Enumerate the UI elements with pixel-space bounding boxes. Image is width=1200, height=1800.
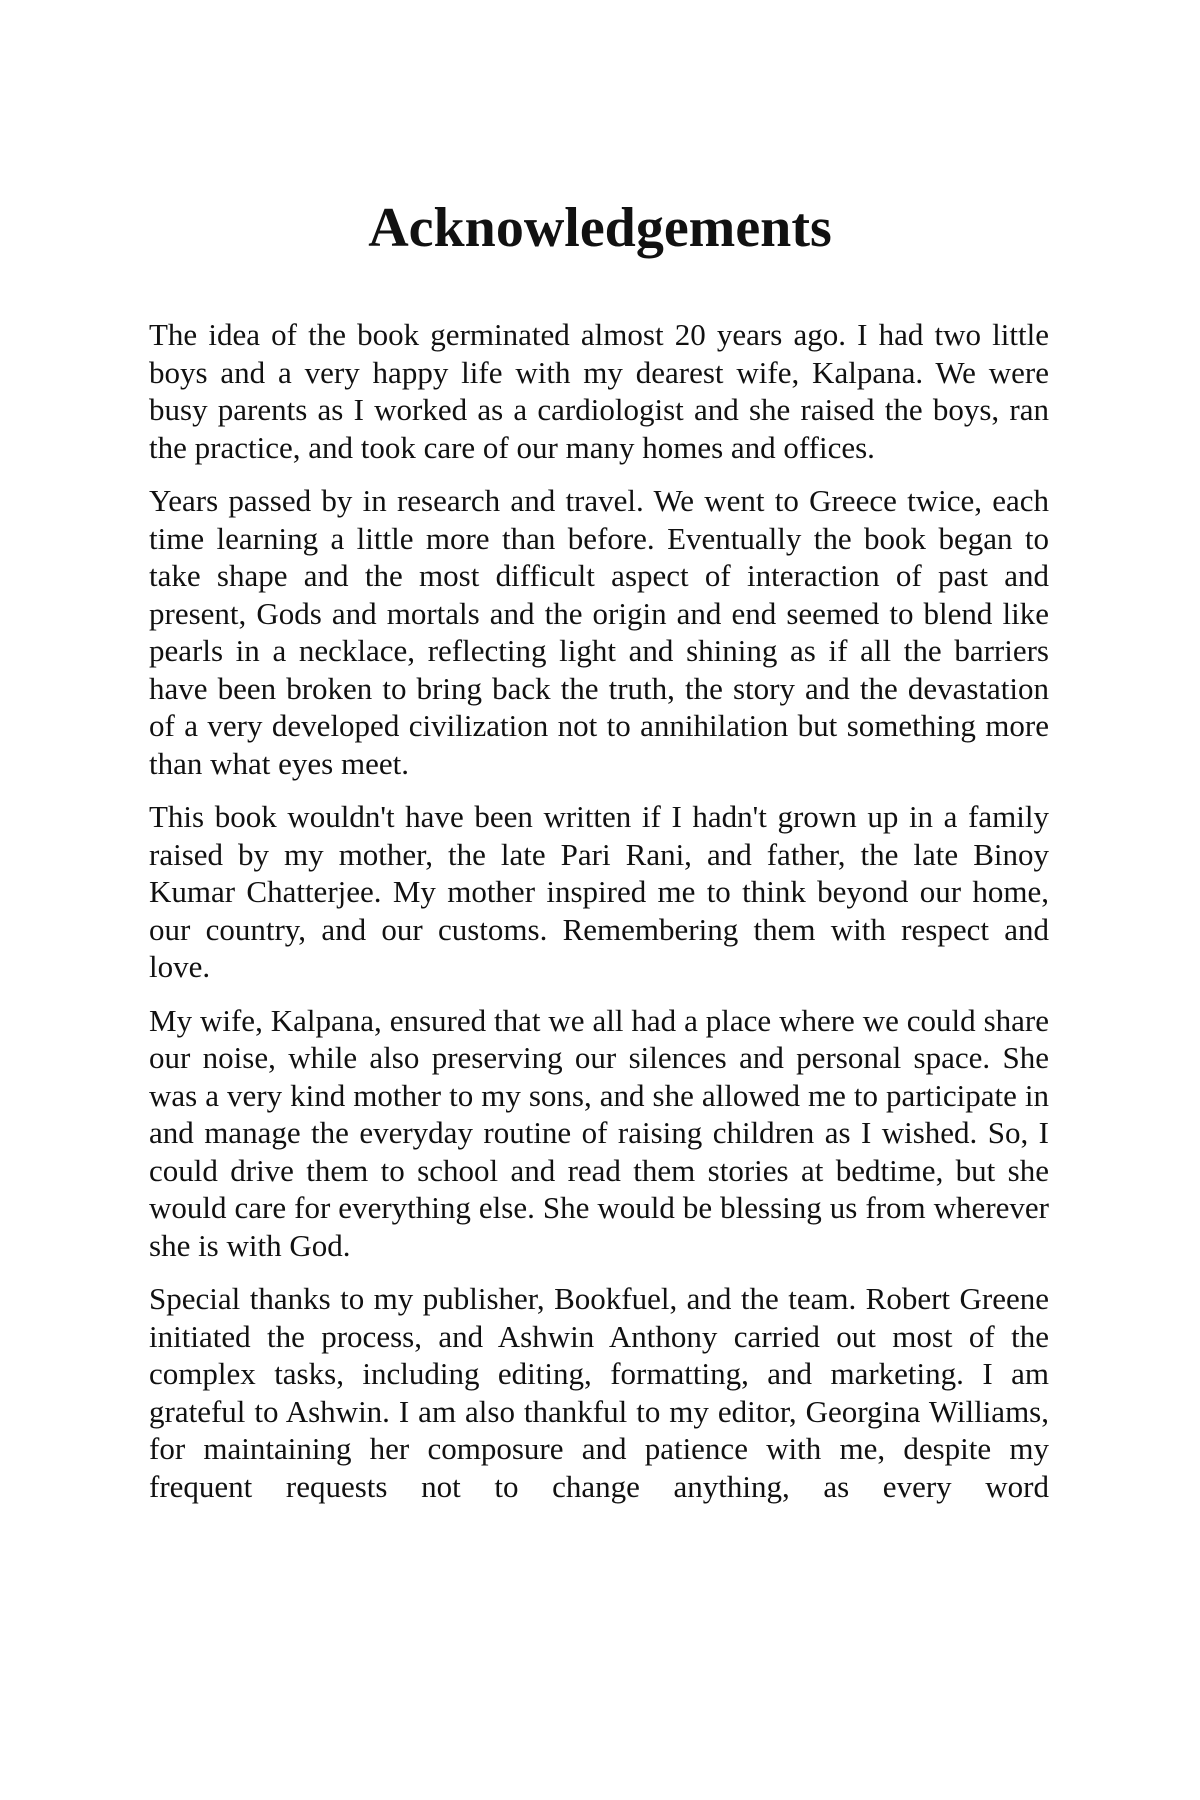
page-title: Acknowledgements — [368, 197, 832, 259]
paragraph-2: Years passed by in research and travel. We went to Greece twice, each time learning a little more than before. Eventually the book began to take shape and the most difficult aspect of interaction of past and present, Gods and mortals and the origin and end seemed to blend like pearls in a necklace, reflecting light and shining as if all the barriers have been broken to bring back the truth, the story and the devastation of a very developed civilization not to annihilation but something more than what eyes meet. — [149, 483, 1049, 781]
paragraph-4: My wife, Kalpana, ensured that we all had a place where we could share our noise, while also preserving our silences and personal space. She was a very kind mother to my sons, and she allowed me to participate in and manage the everyday routine of raising children as I wished. So, I could drive them to school and read them stories at bedtime, but she would care for everything else. She would be blessing us from wherever she is with God. — [149, 1002, 1049, 1263]
paragraph-1: The idea of the book germinated almost 20 years ago. I had two little boys and a very happy life with my dearest wife, Kalpana. We were busy parents as I worked as a cardiologist and she raised the boys, ran the practice, and took care of our many homes and offices. — [149, 317, 1049, 465]
paragraph-3: This book wouldn't have been written if I hadn't grown up in a family raised by my mother, the late Pari Rani, and father, the late Binoy Kumar Chatterjee. My mother inspired me to think beyond our home, our country, and our customs. Remembering them with respect and love. — [149, 799, 1049, 984]
paragraph-5: Special thanks to my publisher, Bookfuel, and the team. Robert Greene initiated the process, and Ashwin Anthony carried out most of the complex tasks, including editing, formatting, and marketing. I am grateful to Ashwin. I am also thankful to my editor, Georgina Williams, for maintaining her composure and patience with me, despite my frequent requests not to change anything, as every word — [149, 1281, 1049, 1504]
body-text — [149, 316, 1049, 1521]
